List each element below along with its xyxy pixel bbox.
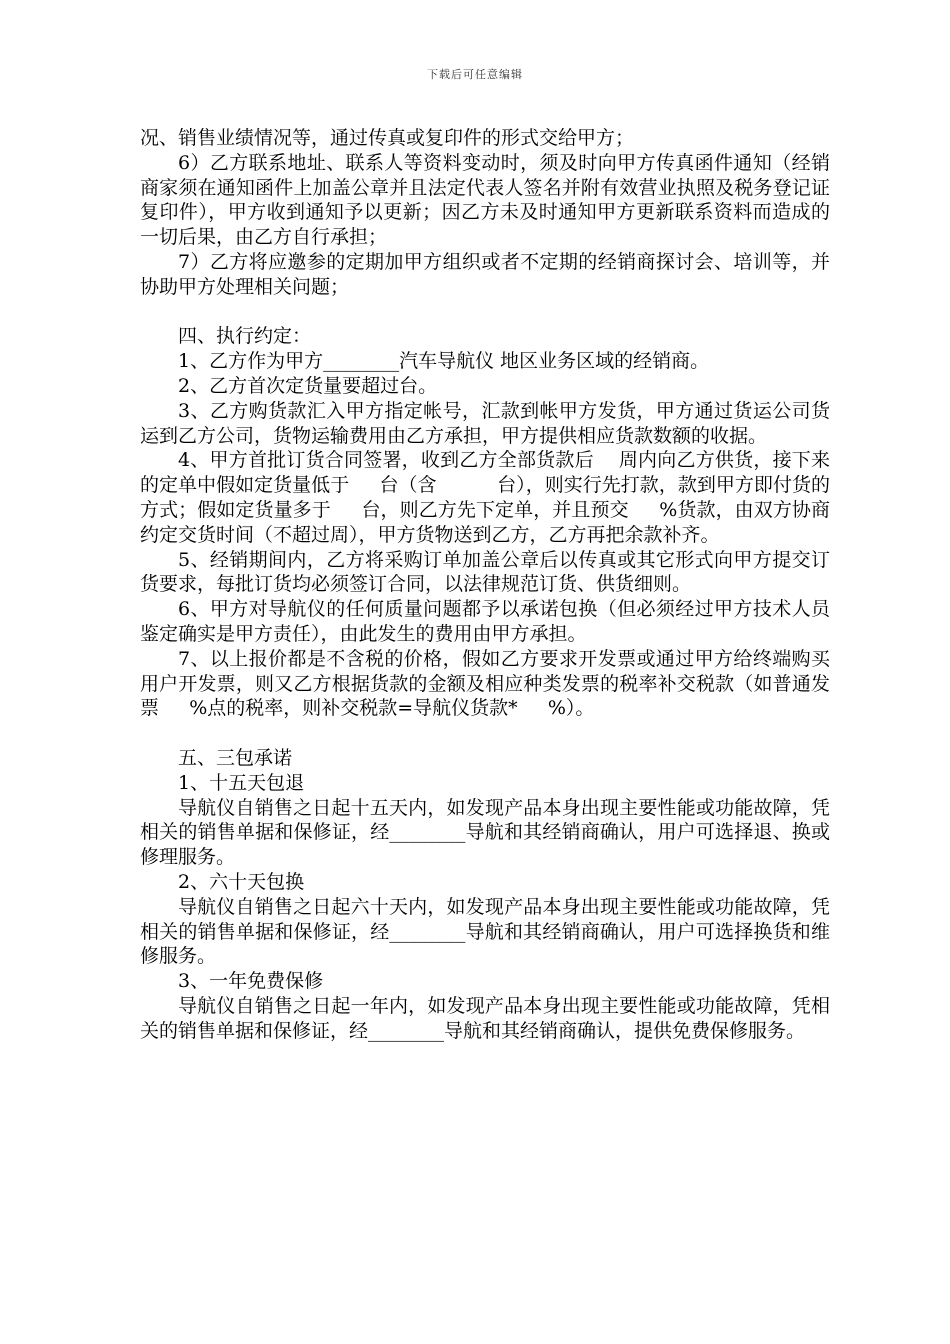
paragraph: 导航仪自销售之日起一年内，如发现产品本身出现主要性能或功能故障，凭相关的销售单据和保修证，经________导航和其经销商确认，提供免费保修服务。 bbox=[140, 994, 830, 1042]
paragraph: 3、乙方购货款汇入甲方指定帐号，汇款到帐甲方发货，甲方通过货运公司货运到乙方公司，货物运输费用由乙方承担，甲方提供相应货款数额的收据。 bbox=[140, 399, 830, 447]
paragraph: 导航仪自销售之日起六十天内，如发现产品本身出现主要性能或功能故障，凭相关的销售单据和保修证，经________导航和其经销商确认，用户可选择换货和维修服务。 bbox=[140, 895, 830, 968]
paragraph: 况、销售业绩情况等，通过传真或复印件的形式交给甲方； bbox=[140, 127, 635, 149]
document-body bbox=[140, 126, 830, 1043]
paragraph: 4、甲方首批订货合同签署，收到乙方全部货款后 周内向乙方供货，接下来的定单中假如定货量低于 台（含 台），则实行先打款，款到甲方即付货的方式；假如定货量多于 台，则乙方先下定单，并且预交 %货款，由双方协商约定交货时间（不超过周），甲方货物送到乙方，乙方再把余款补齐。 bbox=[140, 449, 830, 546]
paragraph: 1、乙方作为甲方________汽车导航仪 地区业务区域的经销商。 bbox=[178, 350, 710, 373]
paragraph: 2、乙方首次定货量要超过台。 bbox=[178, 374, 438, 397]
paragraph: 2、六十天包换 bbox=[178, 870, 305, 893]
paragraph: 7、以上报价都是不含税的价格，假如乙方要求开发票或通过甲方给终端购买用户开发票，则又乙方根据货款的金额及相应种类发票的税率补交税款（如普通发票 %点的税率，则补交税款=导航仪货款* %）。 bbox=[140, 647, 830, 720]
paragraph: 5、经销期间内，乙方将采购订单加盖公章后以传真或其它形式向甲方提交订货要求，每批订货均必须签订合同，以法律规范订货、供货细则。 bbox=[140, 548, 830, 596]
paragraph: 1、十五天包退 bbox=[178, 771, 305, 794]
paragraph: 6）乙方联系地址、联系人等资料变动时，须及时向甲方传真函件通知（经销商家须在通知函件上加盖公章并且法定代表人签名并附有效营业执照及税务登记证复印件），甲方收到通知予以更新；因乙方未及时通知甲方更新联系资料而造成的一切后果，由乙方自行承担； bbox=[140, 151, 830, 249]
paragraph-spacer bbox=[140, 721, 830, 746]
paragraph: 7）乙方将应邀参的定期加甲方组织或者不定期的经销商探讨会、培训等，并协助甲方处理相关问题； bbox=[140, 250, 830, 298]
paragraph: 导航仪自销售之日起十五天内，如发现产品本身出现主要性能或功能故障，凭相关的销售单据和保修证，经________导航和其经销商确认，用户可选择退、换或修理服务。 bbox=[140, 796, 830, 869]
page-header: 下载后可任意编辑 bbox=[427, 68, 523, 81]
paragraph: 五、三包承诺 bbox=[178, 746, 293, 769]
paragraph: 3、一年免费保修 bbox=[178, 970, 324, 993]
paragraph: 6、甲方对导航仪的任何质量问题都予以承诺包换（但必须经过甲方技术人员鉴定确实是甲方责任），由此发生的费用由甲方承担。 bbox=[140, 598, 830, 645]
paragraph-spacer bbox=[140, 300, 830, 325]
paragraph: 四、执行约定： bbox=[178, 325, 312, 348]
